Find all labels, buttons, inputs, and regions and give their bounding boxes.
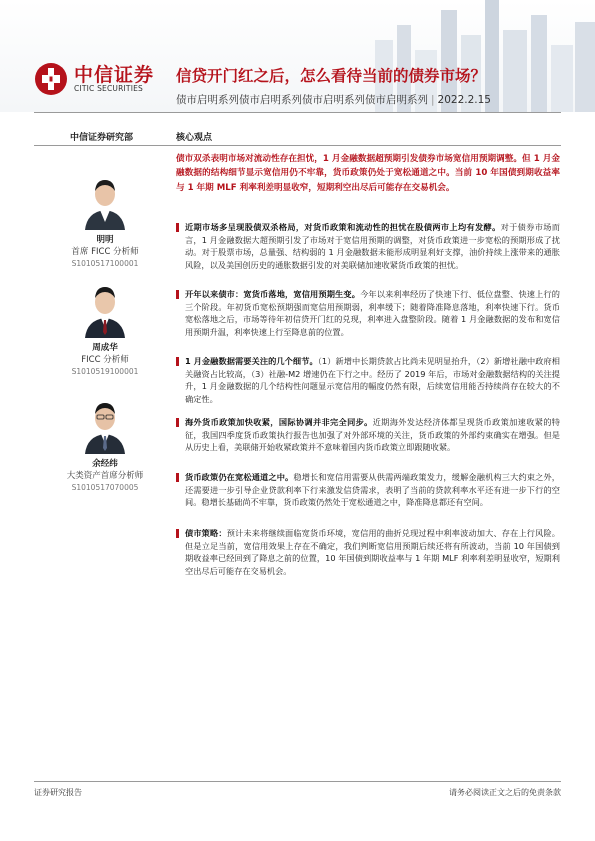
key-point-body: 近期海外发达经济体都呈现货币政策加速收紧的特征，我国四季度货币政策执行报告也加强了对外部环境的关注，货币政策的外部约束确实在增强。但是从历史上看，美联储开始收紧政策并不意味着国内货币政策立即跟随收紧。 [185,417,560,453]
key-point-lead: 1 月金融数据需要关注的几个细节。 [185,356,318,366]
logo-name-en: CITIC SECURITIES [74,84,144,93]
report-title: 信贷开门红之后，怎么看待当前的债券市场？ [176,67,487,85]
footer-disclaimer: 请务必阅读正文之后的免责条款 [449,788,561,797]
key-point-lead: 开年以来债市：宽货币落地，宽信用预期生变。 [185,289,361,299]
key-point-lead: 海外货币政策加快收紧，国际协调并非完全同步。 [185,417,373,427]
key-point-body: 对于债券市场而言，1 月金融数据大超预期引发了市场对于宽信用预期的调整，对货币政策进一步宽松的预期形成了扰动。对于股票市场，总量强、结构弱的 1 月金融数据未能形成明显利好支撑，油价持续上涨带来的通胀风险，以及美国创历史的通胀数据引发的对美联储加速收紧货币政策的担忧。 [185,222,560,271]
core-summary: 债市双杀表明市场对流动性存在担忧，1 月金融数据超预期引发债券市场宽信用预期调整。但 1 月金融数据的结构细节显示宽信用仍不牢靠，货币政策仍处于宽松通道之中。当前 10 年国债到期收益率与 1 年期 MLF 利率利差明显收窄，短期利空出尽后可能存在交易机会。 [176,154,560,193]
analyst-photo-avatar [81,172,129,230]
bullet-marker [176,529,179,538]
report-series: 债市启明系列债市启明系列债市启明系列债市启明系列 [176,94,428,106]
key-point-paragraph [176,471,560,509]
section-divider [34,145,561,146]
bullet-marker [176,473,179,482]
footer-divider [34,781,561,782]
key-point-lead: 货币政策仍在宽松通道之中。 [185,472,294,482]
analyst-name: 明明 [96,235,114,245]
citic-logo-icon [34,62,68,96]
analyst-title: 首席 FICC 分析师 [71,247,139,257]
analyst-license-id: S1010517070005 [71,483,139,492]
analyst-name: 周成华 [92,343,118,353]
key-point-paragraph [176,288,560,339]
analyst-name: 余经纬 [92,459,118,469]
bullet-marker [176,418,179,427]
key-point-paragraph [176,355,560,406]
key-point-body: （1）新增中长期贷款占比尚未见明显抬升，（2）新增社融中政府相关融资占比较高，（3）社融-M2 增速仍在下行之中。经历了 2019 年后，市场对金融数据结构的关注提升，1 月金融数据的几个结构性问题显示宽信用的幅度仍然有限，后续宽信用能否持续尚存在较大的不确定性。 [185,356,560,405]
key-point-lead: 债市策略： [185,528,227,538]
logo-name-cn: 中信证券 [74,64,155,86]
key-point-paragraph [176,221,560,272]
bullet-marker [176,223,179,232]
bullet-marker [176,290,179,299]
sidebar-heading: 中信证券研究部 [70,133,134,143]
header-divider [34,112,561,113]
analyst-card [40,396,170,494]
report-date: 2022.2.15 [437,94,491,106]
bullet-marker [176,357,179,366]
report-header [0,0,595,112]
key-point-body: 今年以来利率经历了快速下行、低位盘整、快速上行的三个阶段。年初货币宽松预期强而宽信用预期弱，利率缓下；随着降准降息落地，利率快速下行。货币宽松落地之后，市场等待年初信贷开门红的兑现，利率进入盘整阶段。随着 1 月金融数据的发布和宽信用预期升温，利率快速上行至降息前的位置。 [185,289,560,338]
key-point-paragraph [176,416,560,454]
core-views-heading: 核心观点 [176,133,213,143]
key-point-body: 预计未来将继续面临宽货币环境，宽信用的曲折兑现过程中利率波动加大、存在上行风险。但是立足当前，宽信用效果上存在不确定，我们判断宽信用预期后续还将有所波动，当前 10 年国债到期收益率已经回到了降息之前的位置，10 年国债到期收益率与 1 年期 MLF 利率利差明显收窄，短期利空出尽后可能存在交易机会。 [185,528,560,577]
analyst-card [40,280,170,378]
analyst-license-id: S1010519100001 [71,367,139,376]
analyst-license-id: S1010517100001 [71,259,139,268]
analyst-photo-avatar [81,280,129,338]
series-date-line [176,92,491,107]
separator: | [431,94,435,106]
analyst-title: 大类资产首席分析师 [66,471,144,481]
analyst-photo-avatar [81,396,129,454]
citic-securities-logo [34,62,162,100]
key-point-lead: 近期市场多呈现股债双杀格局，对货币政策和流动性的担忧在股债两市上均有发酵。 [185,222,501,232]
analyst-card [40,172,170,270]
key-point-paragraph [176,527,560,578]
analyst-title: FICC 分析师 [81,355,129,365]
footer-report-type: 证券研究报告 [34,788,82,797]
key-point-body: 稳增长和宽信用需要从供需两端政策发力，缓解金融机构三大约束之外，还需要进一步引导企业贷款利率下行来激发信贷需求，表明了当前的贷款利率水平还有进一步下行的空间。稳增长基础尚不牢靠，货币政策仍然处于宽松通道之中，降准降息都还有空间。 [185,472,560,508]
